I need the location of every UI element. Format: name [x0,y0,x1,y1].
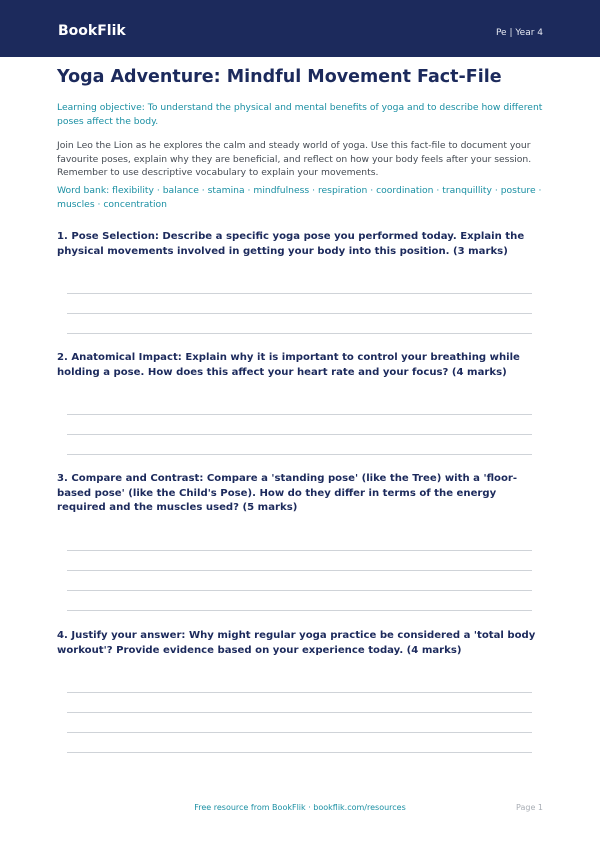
question-2: 2. Anatomical Impact: Explain why it is important to control your breathing while holding a pose. How does this affect your heart rate and your focus? (4 marks) [57,352,520,378]
answer-line[interactable] [67,692,532,693]
footer-resource-link[interactable]: Free resource from BookFlik · bookflik.com/resources [194,803,406,812]
answer-line[interactable] [67,570,532,571]
answer-line[interactable] [67,752,532,753]
page-title: Yoga Adventure: Mindful Movement Fact-File [57,67,502,87]
answer-line[interactable] [67,610,532,611]
page-header [0,0,600,57]
answer-line[interactable] [67,590,532,591]
answer-line[interactable] [67,454,532,455]
answer-line[interactable] [67,333,532,334]
answer-line[interactable] [67,434,532,435]
learning-objective: Learning objective: To understand the physical and mental benefits of yoga and to describe how different poses affect the body. [57,102,543,127]
page-number: Page 1 [516,803,543,812]
answer-line[interactable] [67,293,532,294]
subject-year-label: Pe | Year 4 [495,28,543,38]
answer-line[interactable] [67,414,532,415]
question-4: 4. Justify your answer: Why might regular yoga practice be considered a 'total body workout'? Provide evidence based on your experience today. (4 marks) [57,630,536,656]
question-1: 1. Pose Selection: Describe a specific yoga pose you performed today. Explain the physical movements involved in getting your body into this position. (3 marks) [57,231,525,257]
answer-line[interactable] [67,732,532,733]
question-3: 3. Compare and Contrast: Compare a 'standing pose' (like the Tree) with a 'floor-based pose' (like the Child's Pose). How do they differ in terms of the energy required and the muscles used? (5 marks) [57,473,518,513]
intro-paragraph: Join Leo the Lion as he explores the calm and steady world of yoga. Use this fact-file to document your favourite poses, explain why they are beneficial, and reflect on how your body feels after your session. Remember to use descriptive vocabulary to explain your movements. [57,140,532,178]
word-bank: Word bank: flexibility · balance · stamina · mindfulness · respiration · coordination · tranquillity · posture · muscles · concentration [57,185,542,210]
answer-line[interactable] [67,313,532,314]
answer-line[interactable] [67,712,532,713]
answer-line[interactable] [67,550,532,551]
brand-logo[interactable]: BookFlik [58,23,126,39]
